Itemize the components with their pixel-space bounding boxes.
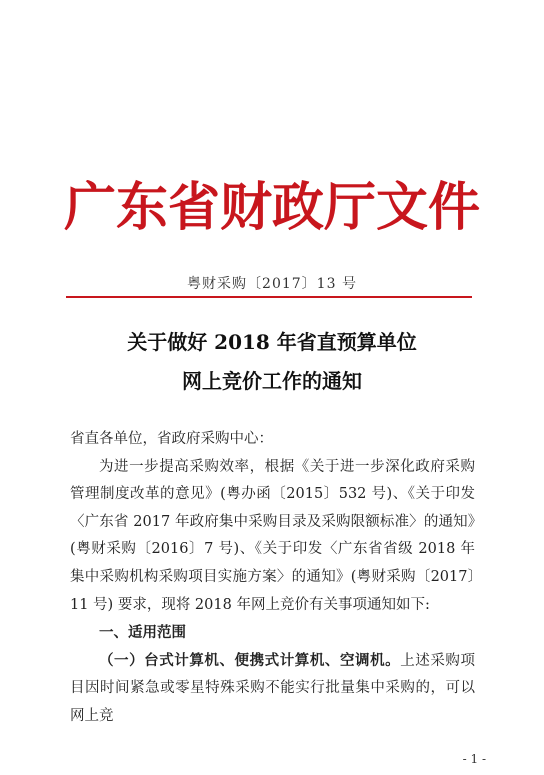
subsection-text: 上述采购项目因时间紧急或零星特殊采购不能实行批量集中采购的，可以网上竞 (70, 652, 475, 724)
red-divider-line (66, 296, 472, 298)
subsection-paragraph (70, 647, 475, 731)
paragraph: 为进一步提高采购效率，根据《关于进一步深化政府采购管理制度改革的意见》(粤办函〔2015〕532 号)、《关于印发〈广东省 2017 年政府集中采购目录及采购限额标准〉的通知》(粤财采购〔2016〕7 号)、《关于印发〈广东省省级 2018 年集中采购机构采购项目实施方案〉的通知》(粤财采购〔2017〕11 号) 要求，现将 2018 年网上竞价有关事项通知如下: (70, 458, 475, 613)
document-masthead: 广东省财政厅文件 (63, 178, 480, 238)
document-number: 粤财采购〔2017〕13 号 (187, 276, 357, 292)
document-title-line2: 网上竞价工作的通知 (182, 369, 362, 393)
section-heading: 一、适用范围 (99, 624, 186, 642)
document-title-line1: 关于做好 2018 年省直预算单位 (127, 330, 417, 354)
page-number: - 1 - (462, 752, 486, 766)
document-body (70, 426, 475, 731)
subsection-heading: （一）台式计算机、便携式计算机、空调机。 (99, 651, 401, 669)
salutation: 省直各单位，省政府采购中心： (70, 431, 273, 447)
